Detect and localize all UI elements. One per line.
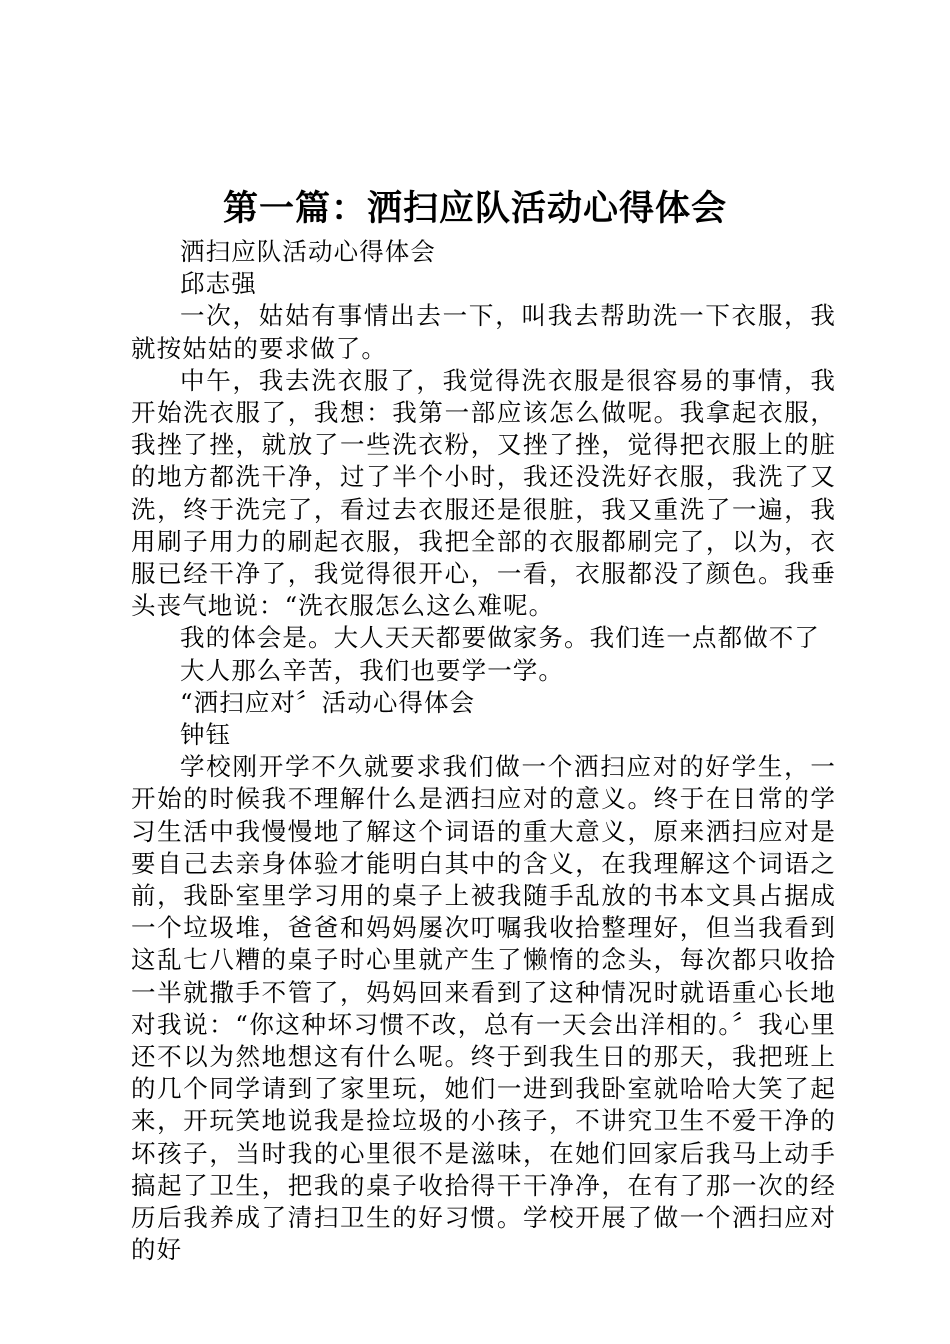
essay-1-paragraph-4: 大人那么辛苦，我们也要学一学。 [180,655,564,685]
essay-2-paragraph-1: 学校刚开学不久就要求我们做一个洒扫应对的好学生，一开始的时候我不理解什么是洒扫应对的意义。终于在日常的学习生活中我慢慢地了解这个词语的重大意义，原来洒扫应对是要自己去亲身体验才能明白其中的含义，在我理解这个词语之前，我卧室里学习用的桌子上被我随手乱放的书本文具占据成一个垃圾堆，爸爸和妈妈屡次叮嘱我收拾整理好，但当我看到这乱七八糟的桌子时心里就产生了懒惰的念头，每次都只收拾一半就撒手不管了，妈妈回来看到了这种情况时就语重心长地对我说：“你这种坏习惯不改，总有一天会出洋相的。〞我心里还不以为然地想这有什么呢。终于到我生日的那天，我把班上的几个同学请到了家里玩，她们一进到我卧室就哈哈大笑了起来，开玩笑地说我是捡垃圾的小孩子，不讲究卫生不爱干净的坏孩子，当时我的心里很不是滋味，在她们回家后我马上动手搞起了卫生，把我的桌子收拾得干干净净，在有了那一次的经历后我养成了清扫卫生的好习惯。学校开展了做一个洒扫应对的好 [131,752,836,1265]
essay-1-author: 邱志强 [180,269,257,299]
essay-1-paragraph-2: 中午，我去洗衣服了，我觉得洗衣服是很容易的事情，我开始洗衣服了，我想：我第一部应该怎么做呢。我拿起衣服，我挫了挫，就放了一些洗衣粉，又挫了挫，觉得把衣服上的脏的地方都洗干净，过了半个小时，我还没洗好衣服，我洗了又洗，终于洗完了，看过去衣服还是很脏，我又重洗了一遍，我用刷子用力的刷起衣服，我把全部的衣服都刷完了，以为，衣服已经干净了，我觉得很开心，一看，衣服都没了颜色。我垂头丧气地说：“洗衣服怎么这么难呢。 [131,365,836,621]
document-body [131,236,836,1267]
essay-1-heading: 洒扫应队活动心得体会 [180,237,436,266]
essay-1-paragraph-3: 我的体会是。大人天天都要做家务。我们连一点都做不了 [180,623,820,653]
essay-2-author: 钟钰 [180,720,232,750]
document-title: 第一篇：洒扫应队活动心得体会 [222,188,727,229]
essay-2-heading: “洒扫应对〞活动心得体会 [180,687,476,717]
essay-1-paragraph-1: 一次，姑姑有事情出去一下，叫我去帮助洗一下衣服，我就按姑姑的要求做了。 [131,301,836,363]
